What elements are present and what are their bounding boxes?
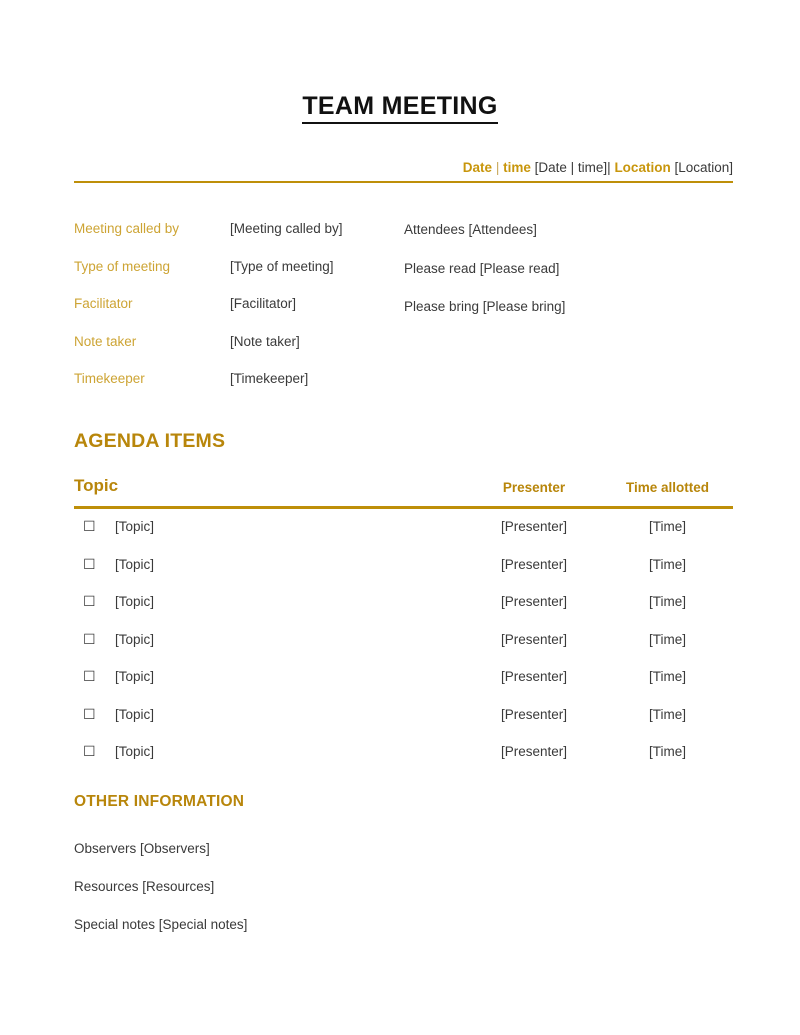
cell-time[interactable]: [Time] — [649, 744, 686, 759]
cell-presenter[interactable]: [Presenter] — [500, 594, 568, 609]
cell-time[interactable]: [Time] — [649, 594, 686, 609]
info-label: Facilitator — [74, 296, 133, 311]
agenda-header-divider-rule — [74, 506, 733, 509]
checkbox-icon[interactable]: ☐ — [83, 594, 96, 610]
table-row — [74, 743, 733, 781]
info-row — [74, 333, 404, 371]
please-read-row[interactable]: Please read [Please read] — [404, 260, 560, 276]
special-notes-row[interactable]: Special notes [Special notes] — [74, 917, 248, 932]
datetime-value[interactable]: [Date | time] — [534, 160, 608, 175]
agenda-table-header — [74, 478, 733, 503]
meeting-meta-line — [74, 160, 733, 175]
meeting-info-left-column — [74, 220, 404, 408]
cell-topic[interactable]: [Topic] — [115, 669, 155, 684]
info-label: Timekeeper — [74, 371, 145, 386]
other-information-list — [74, 840, 734, 954]
column-header-topic: Topic — [74, 476, 119, 495]
info-row — [74, 295, 404, 333]
info-value[interactable]: [Facilitator] — [230, 296, 297, 311]
cell-topic[interactable]: [Topic] — [115, 631, 155, 647]
cell-presenter[interactable]: [Presenter] — [500, 744, 568, 759]
table-row — [74, 518, 733, 556]
cell-presenter[interactable]: [Presenter] — [500, 706, 568, 722]
table-row — [74, 556, 733, 594]
observers-row[interactable]: Observers [Observers] — [74, 841, 210, 856]
checkbox-icon[interactable]: ☐ — [83, 631, 96, 648]
other-information-heading: OTHER INFORMATION — [74, 793, 245, 810]
info-value[interactable]: [Meeting called by] — [230, 221, 343, 236]
info-row — [74, 370, 404, 408]
cell-time[interactable]: [Time] — [649, 556, 686, 572]
checkbox-icon[interactable]: ☐ — [83, 744, 96, 760]
checkbox-icon[interactable]: ☐ — [83, 556, 96, 573]
cell-time[interactable]: [Time] — [649, 669, 686, 684]
info-label: Type of meeting — [74, 258, 171, 274]
location-value[interactable]: [Location] — [674, 160, 733, 175]
table-row — [74, 668, 733, 706]
info-value[interactable]: [Type of meeting] — [230, 258, 334, 274]
agenda-items-heading: AGENDA ITEMS — [74, 430, 226, 452]
please-bring-row[interactable]: Please bring [Please bring] — [404, 299, 566, 314]
table-row — [74, 593, 733, 631]
page-title — [0, 92, 800, 121]
meta-separator-2: | — [607, 160, 611, 175]
table-row — [74, 706, 733, 744]
cell-presenter[interactable]: [Presenter] — [500, 519, 568, 534]
checkbox-icon[interactable]: ☐ — [83, 706, 96, 723]
header-divider-rule — [74, 181, 733, 183]
cell-topic[interactable]: [Topic] — [115, 556, 155, 572]
time-label: time — [503, 160, 531, 175]
attendees-row[interactable]: Attendees [Attendees] — [404, 222, 537, 237]
column-header-time-allotted: Time allotted — [625, 480, 710, 495]
cell-topic[interactable]: [Topic] — [115, 594, 155, 609]
cell-time[interactable]: [Time] — [649, 706, 686, 722]
cell-presenter[interactable]: [Presenter] — [500, 669, 568, 684]
date-label: Date — [462, 160, 493, 175]
location-label: Location — [614, 160, 671, 175]
cell-topic[interactable]: [Topic] — [115, 519, 155, 534]
meeting-info-block — [74, 220, 734, 408]
cell-topic[interactable]: [Topic] — [115, 706, 155, 722]
column-header-presenter: Presenter — [502, 480, 566, 495]
cell-topic[interactable]: [Topic] — [115, 744, 155, 759]
table-row — [74, 631, 733, 669]
info-row — [74, 258, 404, 296]
cell-presenter[interactable]: [Presenter] — [500, 631, 568, 647]
agenda-table-body — [74, 518, 733, 781]
meeting-info-right-column — [404, 220, 734, 408]
cell-presenter[interactable]: [Presenter] — [500, 556, 568, 572]
info-label: Note taker — [74, 333, 137, 349]
agenda-items-table — [74, 476, 733, 760]
info-row — [74, 220, 404, 258]
info-label: Meeting called by — [74, 221, 180, 236]
cell-time[interactable]: [Time] — [649, 631, 686, 647]
info-value[interactable]: [Timekeeper] — [230, 371, 309, 386]
cell-time[interactable]: [Time] — [649, 519, 686, 534]
resources-row[interactable]: Resources [Resources] — [74, 879, 215, 894]
checkbox-icon[interactable]: ☐ — [83, 519, 96, 535]
info-value[interactable]: [Note taker] — [230, 333, 300, 349]
checkbox-icon[interactable]: ☐ — [83, 669, 96, 685]
meta-separator-1: | — [495, 160, 500, 175]
page-title-text: TEAM MEETING — [302, 92, 497, 124]
